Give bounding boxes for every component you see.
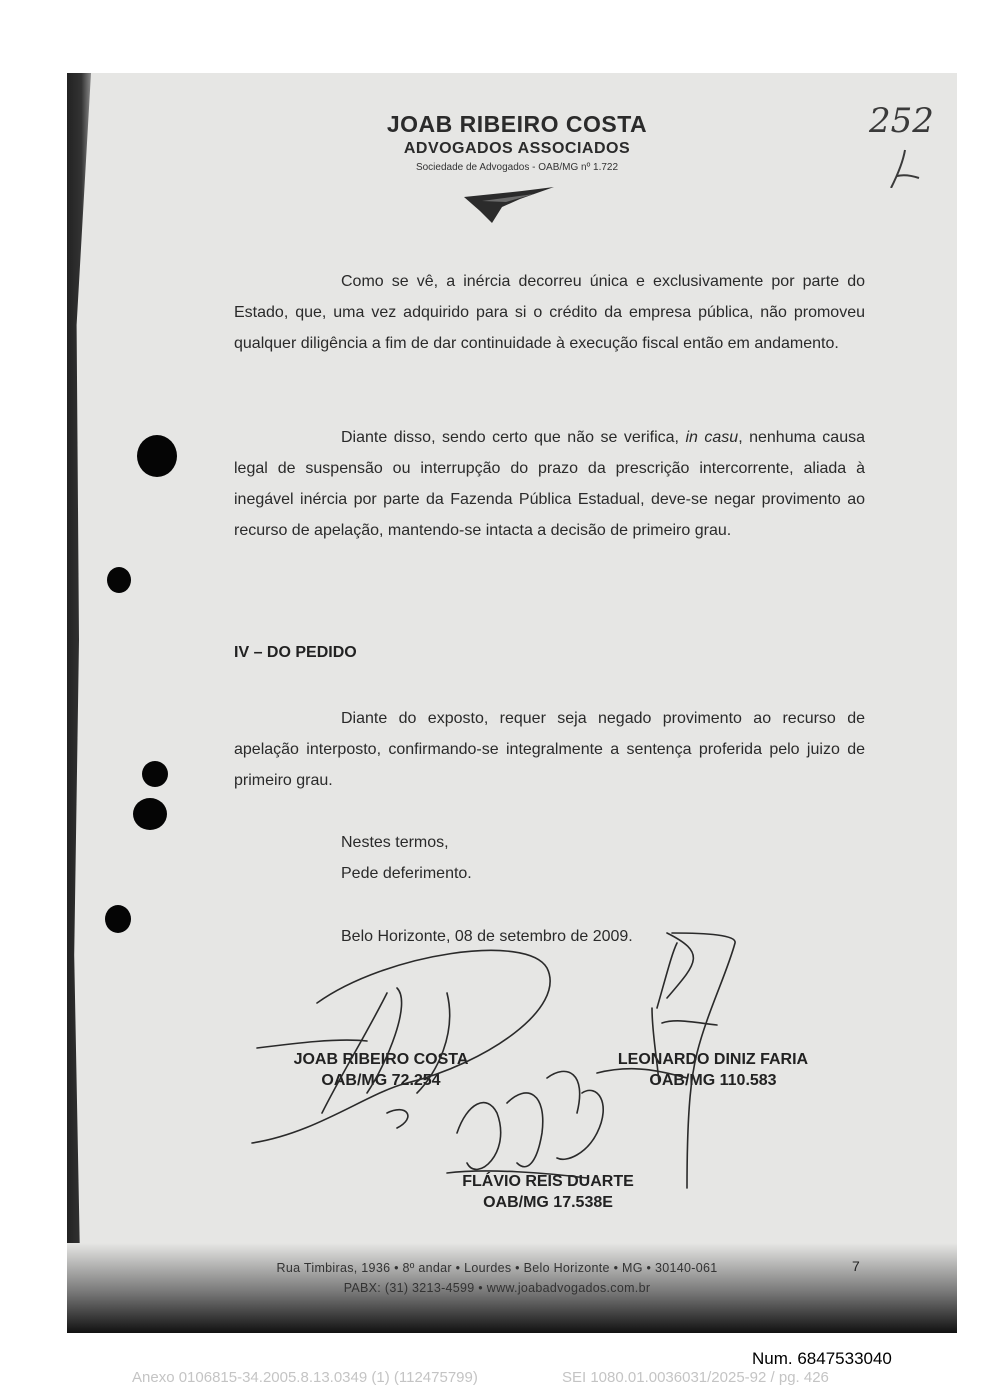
punch-hole (137, 435, 177, 477)
punch-hole (105, 905, 131, 933)
closing-line-1: Nestes termos, (341, 834, 449, 851)
firm-name: JOAB RIBEIRO COSTA (386, 111, 648, 137)
closing-line-2: Pede deferimento. (341, 865, 472, 882)
paragraph-2-end: , nenhuma causa legal de suspensão ou interrupção do prazo da prescrição intercorrente, aliada à inegável inércia por parte da Fazenda Pública Estadual, deve-se negar provimento ao recurso de apelação, mantendo-se intacta a decisão de primeiro grau. (234, 429, 866, 539)
sei-reference: SEI 1080.01.0036031/2025-92 / pg. 426 (562, 1369, 829, 1386)
letterhead (377, 111, 657, 173)
signature-joab (252, 950, 550, 1143)
annex-reference: Anexo 0106815-34.2005.8.13.0349 (1) (112475799) (132, 1369, 478, 1386)
firm-subtitle: ADVOGADOS ASSOCIADOS (403, 140, 631, 157)
latin-term: in casu (685, 429, 739, 446)
section-heading: IV – DO PEDIDO (234, 644, 357, 661)
signatory-1 (261, 1049, 501, 1091)
folio-initial-mark (891, 150, 919, 188)
signatory-name: FLÁVIO REIS DUARTE (462, 1173, 634, 1190)
punch-hole (142, 761, 168, 787)
signatory-oab: OAB/MG 110.583 (649, 1072, 777, 1089)
paragraph-3: Diante do exposto, requer seja negado provimento ao recurso de apelação interposto, confirmando-se integralmente a sentença proferida pelo juizo de primeiro grau. (234, 710, 865, 789)
punch-hole (107, 567, 131, 593)
signatory-oab: OAB/MG 17.538E (483, 1194, 613, 1211)
scanned-page (67, 73, 957, 1333)
paragraph-2 (234, 422, 865, 546)
scan-shadow-edge (67, 73, 91, 1333)
firm-contact: PABX: (31) 3213-4599 • www.joabadvogados.com.br (343, 1281, 651, 1295)
signatory-oab: OAB/MG 72.254 (321, 1072, 441, 1089)
signatory-3 (428, 1171, 668, 1213)
handwritten-folio-number (867, 88, 947, 188)
firm-registration: Sociedade de Advogados - OAB/MG nº 1.722 (415, 162, 619, 173)
signatory-name: LEONARDO DINIZ FARIA (617, 1051, 809, 1068)
place-and-date: Belo Horizonte, 08 de setembro de 2009. (341, 928, 633, 945)
punch-hole (133, 798, 167, 830)
paragraph-1: Como se vê, a inércia decorreu única e exclusivamente por parte do Estado, que, uma vez adquirido para si o crédito da empresa pública, não promoveu qualquer diligência a fim de dar continuidade à execução fiscal então em andamento. (234, 273, 865, 352)
page-number: 7 (852, 1258, 860, 1274)
folio-number: 252 (869, 101, 934, 141)
firm-logo-icon (462, 185, 557, 227)
firm-footer (217, 1258, 777, 1298)
paragraph-2-start: Diante disso, sendo certo que não se verifica, (341, 429, 686, 446)
document-num-stamp: Num. 6847533040 (752, 1349, 892, 1368)
signatory-name: JOAB RIBEIRO COSTA (293, 1051, 469, 1068)
firm-address: Rua Timbiras, 1936 • 8º andar • Lourdes • Belo Horizonte • MG • 30140-061 (276, 1261, 718, 1275)
signatory-2 (593, 1049, 833, 1091)
